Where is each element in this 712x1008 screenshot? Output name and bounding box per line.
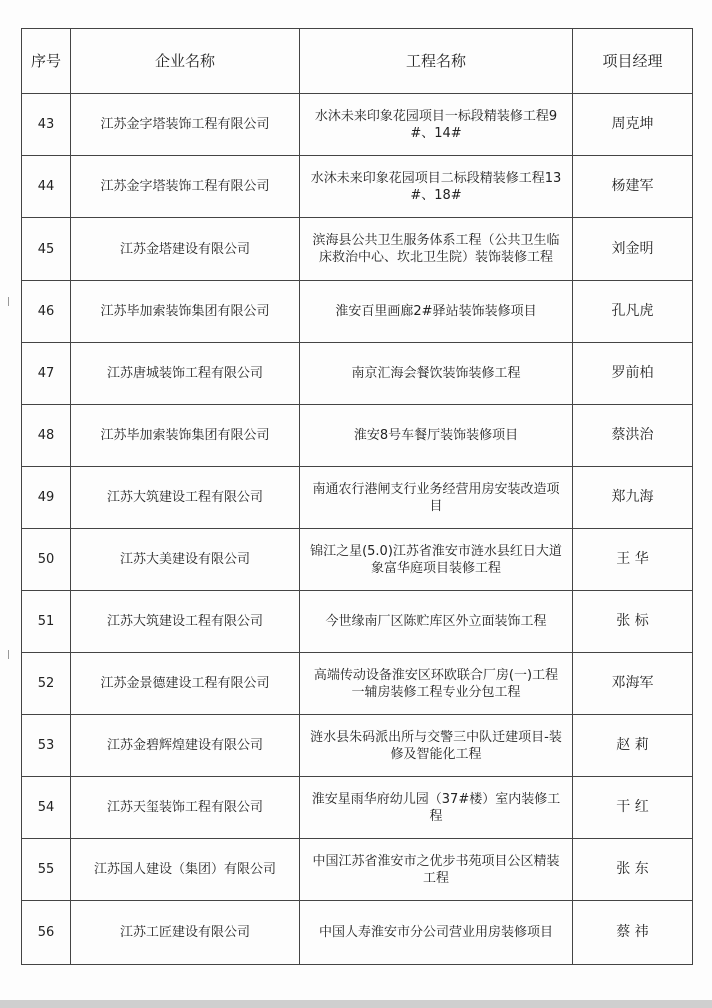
project-cell: 水沐未来印象花园项目二标段精装修工程13#、18#: [300, 156, 573, 218]
seq-cell: 54: [22, 777, 71, 839]
project-cell: 今世缘南厂区陈贮库区外立面装饰工程: [300, 591, 573, 653]
manager-cell: 邓海军: [573, 653, 693, 715]
manager-cell: 刘金明: [573, 218, 693, 281]
seq-cell: 51: [22, 591, 71, 653]
seq-cell: 44: [22, 156, 71, 218]
table-row: [22, 839, 693, 901]
table-row: [22, 94, 693, 156]
table-row: [22, 405, 693, 467]
company-cell: 江苏金碧辉煌建设有限公司: [71, 715, 300, 777]
seq-cell: 47: [22, 343, 71, 405]
table-row: [22, 591, 693, 653]
project-cell: 中国江苏省淮安市之优步书苑项目公区精装工程: [300, 839, 573, 901]
company-cell: 江苏金字塔装饰工程有限公司: [71, 156, 300, 218]
seq-cell: 48: [22, 405, 71, 467]
table-row: [22, 467, 693, 529]
project-cell: 锦江之星(5.0)江苏省淮安市涟水县红日大道象富华庭项目装修工程: [300, 529, 573, 591]
manager-cell: 杨建军: [573, 156, 693, 218]
company-cell: 江苏金塔建设有限公司: [71, 218, 300, 281]
project-cell: 淮安8号车餐厅装饰装修项目: [300, 405, 573, 467]
manager-cell: 郑九海: [573, 467, 693, 529]
project-cell: 淮安百里画廊2#驿站装饰装修项目: [300, 281, 573, 343]
manager-cell: 干 红: [573, 777, 693, 839]
project-cell: 滨海县公共卫生服务体系工程（公共卫生临床救治中心、坎北卫生院）装饰装修工程: [300, 218, 573, 281]
company-cell: 江苏金景德建设工程有限公司: [71, 653, 300, 715]
company-cell: 江苏毕加索装饰集团有限公司: [71, 281, 300, 343]
table-row: [22, 653, 693, 715]
company-cell: 江苏工匠建设有限公司: [71, 901, 300, 965]
page-bottom-edge: [0, 1000, 712, 1008]
scan-mark: [8, 650, 9, 659]
project-cell: 南通农行港闸支行业务经营用房安装改造项目: [300, 467, 573, 529]
seq-cell: 56: [22, 901, 71, 965]
manager-cell: 赵 莉: [573, 715, 693, 777]
header-project: 工程名称: [300, 29, 573, 94]
manager-cell: 蔡 祎: [573, 901, 693, 965]
manager-cell: 周克坤: [573, 94, 693, 156]
table-row: [22, 281, 693, 343]
project-cell: 中国人寿淮安市分公司营业用房装修项目: [300, 901, 573, 965]
seq-cell: 52: [22, 653, 71, 715]
table-row: [22, 156, 693, 218]
header-manager: 项目经理: [573, 29, 693, 94]
table-row: [22, 777, 693, 839]
seq-cell: 53: [22, 715, 71, 777]
table-body: [22, 94, 693, 965]
company-cell: 江苏国人建设（集团）有限公司: [71, 839, 300, 901]
project-cell: 淮安星雨华府幼儿园（37#楼）室内装修工程: [300, 777, 573, 839]
seq-cell: 50: [22, 529, 71, 591]
table-row: [22, 343, 693, 405]
seq-cell: 45: [22, 218, 71, 281]
company-cell: 江苏大筑建设工程有限公司: [71, 467, 300, 529]
company-cell: 江苏天玺装饰工程有限公司: [71, 777, 300, 839]
project-cell: 南京汇海会餐饮装饰装修工程: [300, 343, 573, 405]
header-seq: 序号: [22, 29, 71, 94]
scan-mark: [8, 297, 9, 306]
company-cell: 江苏金字塔装饰工程有限公司: [71, 94, 300, 156]
table-row: [22, 529, 693, 591]
manager-cell: 蔡洪治: [573, 405, 693, 467]
manager-cell: 孔凡虎: [573, 281, 693, 343]
manager-cell: 张 标: [573, 591, 693, 653]
seq-cell: 46: [22, 281, 71, 343]
company-cell: 江苏大美建设有限公司: [71, 529, 300, 591]
manager-cell: 王 华: [573, 529, 693, 591]
seq-cell: 55: [22, 839, 71, 901]
header-company: 企业名称: [71, 29, 300, 94]
project-cell: 高端传动设备淮安区环欧联合厂房(一)工程一辅房装修工程专业分包工程: [300, 653, 573, 715]
company-cell: 江苏唐城装饰工程有限公司: [71, 343, 300, 405]
seq-cell: 43: [22, 94, 71, 156]
table-row: [22, 901, 693, 965]
table-header-row: [22, 29, 693, 94]
project-cell: 涟水县朱码派出所与交警三中队迁建项目-装修及智能化工程: [300, 715, 573, 777]
project-cell: 水沐未来印象花园项目一标段精装修工程9#、14#: [300, 94, 573, 156]
project-manager-table: [21, 28, 693, 965]
company-cell: 江苏毕加索装饰集团有限公司: [71, 405, 300, 467]
manager-cell: 张 东: [573, 839, 693, 901]
table-row: [22, 218, 693, 281]
manager-cell: 罗前柏: [573, 343, 693, 405]
company-cell: 江苏大筑建设工程有限公司: [71, 591, 300, 653]
seq-cell: 49: [22, 467, 71, 529]
table-row: [22, 715, 693, 777]
